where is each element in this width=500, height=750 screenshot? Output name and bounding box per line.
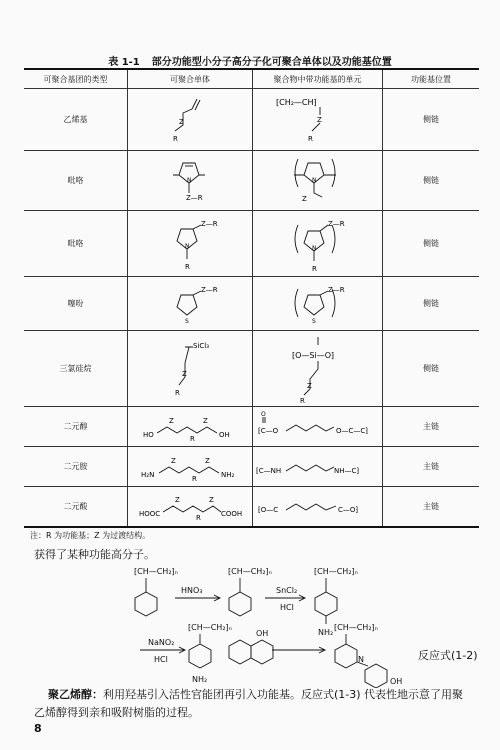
svg-text:SiCl₃: SiCl₃: [193, 341, 210, 350]
cell-type: 乙烯基: [24, 89, 128, 151]
svg-text:O: O: [260, 410, 266, 418]
reagent-nano2: NaNO₂: [148, 638, 175, 647]
polymer-structure-pyrrole-3: [253, 211, 383, 277]
polymer-structure-thiophene: [253, 277, 383, 331]
svg-text:Z: Z: [182, 369, 187, 378]
svg-text:N: N: [311, 244, 316, 252]
svg-text:N: N: [185, 242, 190, 250]
polymer-structure-diol: [253, 407, 383, 447]
polymer-structure-silane: [253, 331, 383, 407]
header-polymer-unit: 聚合物中带功能基的单元: [253, 69, 383, 89]
svg-text:⁅C—NH: ⁅C—NH: [255, 466, 281, 475]
svg-text:R: R: [311, 264, 317, 273]
svg-text:Z—R: Z—R: [327, 219, 345, 228]
svg-text:Z—R: Z—R: [186, 193, 203, 202]
table-row: [24, 331, 479, 407]
polymer-structure-diamine: [253, 447, 383, 487]
table-row: [24, 447, 479, 487]
table-row: [24, 277, 479, 331]
reagent-hcl-1: HCl: [280, 603, 294, 612]
svg-text:Z: Z: [316, 115, 322, 124]
reaction-scheme-1-2: [0, 560, 500, 688]
functional-monomer-table: [24, 68, 479, 528]
table-row: [24, 211, 479, 277]
svg-text:C—O⁆: C—O⁆: [337, 506, 358, 515]
header-group-type: 可聚合基团的类型: [24, 69, 128, 89]
svg-text:HO: HO: [143, 430, 154, 439]
svg-text:R: R: [192, 474, 197, 483]
table-row: [24, 89, 479, 151]
reagent-hcl-2: HCl: [154, 655, 168, 664]
svg-text:Z: Z: [203, 416, 208, 425]
svg-text:R: R: [299, 396, 305, 405]
monomer-structure-silane: [128, 331, 253, 407]
svg-text:Z: Z: [171, 456, 176, 465]
svg-text:NH—C⁆: NH—C⁆: [333, 466, 359, 475]
table-row: [24, 487, 479, 527]
table-note: 注：R 为功能基；Z 为过渡结构。: [30, 531, 151, 540]
svg-text:R: R: [196, 514, 201, 523]
chain-2: ⁅CH—CH₂⁆ₙ: [228, 567, 272, 576]
svg-text:HOOC: HOOC: [139, 510, 161, 519]
svg-text:Z—R: Z—R: [327, 285, 345, 294]
header-position: 功能基位置: [383, 69, 480, 89]
cell-position: 侧链: [383, 331, 480, 407]
chain-3: ⁅CH—CH₂⁆ₙ: [314, 567, 358, 576]
svg-text:Z—R: Z—R: [201, 219, 218, 228]
nh2-label-1: NH₂: [318, 628, 334, 637]
cell-type: 二元胺: [24, 447, 128, 487]
nh2-label-2: NH₂: [192, 675, 208, 684]
monomer-structure-vinyl: [128, 89, 253, 151]
polymer-structure-diacid: [253, 487, 383, 527]
polymer-structure-pyrrole-n: [253, 151, 383, 211]
cell-type: 吡咯: [24, 211, 128, 277]
cell-type: 吡咯: [24, 151, 128, 211]
monomer-structure-thiophene: [128, 277, 253, 331]
svg-text:⁅O—C: ⁅O—C: [257, 506, 278, 515]
chain-1: ⁅CH—CH₂⁆ₙ: [134, 567, 178, 576]
svg-text:Z: Z: [209, 496, 214, 505]
svg-text:R: R: [190, 434, 195, 443]
header-monomer: 可聚合单体: [128, 69, 253, 89]
table-row: [24, 151, 479, 211]
svg-text:COOH: COOH: [221, 510, 243, 519]
body-paragraph: [34, 686, 474, 722]
monomer-structure-pyrrole-3: [128, 211, 253, 277]
svg-text:N: N: [187, 176, 192, 184]
cell-position: 主链: [383, 407, 480, 447]
svg-text:O—C—C⁆: O—C—C⁆: [335, 426, 368, 435]
cell-position: 侧链: [383, 89, 480, 151]
cell-type: 三氯硅烷: [24, 331, 128, 407]
reagent-sncl2: SnCl₂: [276, 586, 298, 595]
svg-text:OH: OH: [219, 430, 230, 439]
paragraph-body: 利用羟基引入活性官能团再引入功能基。反应式(1-3) 代表性地示意了用聚乙烯醇得到亲和吸附树脂的过程。: [34, 688, 464, 719]
cell-type: 二元醇: [24, 407, 128, 447]
cell-position: 侧链: [383, 151, 480, 211]
svg-text:Z: Z: [175, 496, 180, 505]
monomer-structure-diamine: [128, 447, 253, 487]
polymer-structure-vinyl: [253, 89, 383, 151]
cell-type: 噻吩: [24, 277, 128, 331]
equation-label: 反应式(1-2): [418, 649, 478, 662]
table-row: [24, 407, 479, 447]
monomer-structure-diacid: [128, 487, 253, 527]
svg-text:⁅O—Si—O⁆: ⁅O—Si—O⁆: [291, 350, 334, 360]
svg-text:S: S: [185, 317, 189, 325]
cell-position: 主链: [383, 487, 480, 527]
svg-text:R: R: [307, 134, 313, 143]
cell-position: 侧链: [383, 211, 480, 277]
table-title-text: 部分功能型小分子高分子化可聚合单体以及功能基位置: [151, 57, 392, 68]
monomer-structure-diol: [128, 407, 253, 447]
paragraph-heading: 聚乙烯醇：: [48, 688, 103, 701]
cell-position: 侧链: [383, 277, 480, 331]
svg-text:Z: Z: [179, 117, 184, 126]
svg-text:R: R: [185, 262, 190, 271]
svg-text:Z: Z: [301, 194, 307, 203]
svg-text:R: R: [175, 388, 180, 397]
svg-text:⁅CH₂—CH⁆: ⁅CH₂—CH⁆: [275, 97, 317, 107]
svg-text:Z: Z: [205, 456, 210, 465]
svg-text:S: S: [311, 317, 316, 325]
chain-5: ⁅CH—CH₂⁆ₙ: [334, 623, 378, 632]
cell-position: 主链: [383, 447, 480, 487]
monomer-structure-pyrrole-n: [128, 151, 253, 211]
svg-text:R: R: [173, 134, 178, 143]
azo-n-label: N: [358, 655, 364, 664]
svg-text:NH₂: NH₂: [221, 470, 235, 479]
table-header-row: [24, 69, 479, 89]
table-number: 表 1-1: [108, 57, 140, 68]
oh-label-1: OH: [256, 629, 269, 638]
page-number: 8: [34, 722, 42, 735]
svg-text:⁅C—O: ⁅C—O: [257, 426, 278, 435]
reagent-hno3: HNO₃: [181, 586, 203, 595]
svg-text:N: N: [311, 176, 316, 184]
svg-text:H₂N: H₂N: [141, 470, 155, 479]
chain-4: ⁅CH—CH₂⁆ₙ: [188, 623, 232, 632]
svg-text:Z: Z: [169, 416, 174, 425]
intro-text: 获得了某种功能高分子。: [34, 548, 155, 561]
cell-type: 二元酸: [24, 487, 128, 527]
table-title: [0, 53, 500, 68]
svg-text:Z: Z: [306, 381, 312, 390]
svg-text:Z—R: Z—R: [201, 285, 218, 294]
oh-label-2: OH: [390, 677, 403, 686]
